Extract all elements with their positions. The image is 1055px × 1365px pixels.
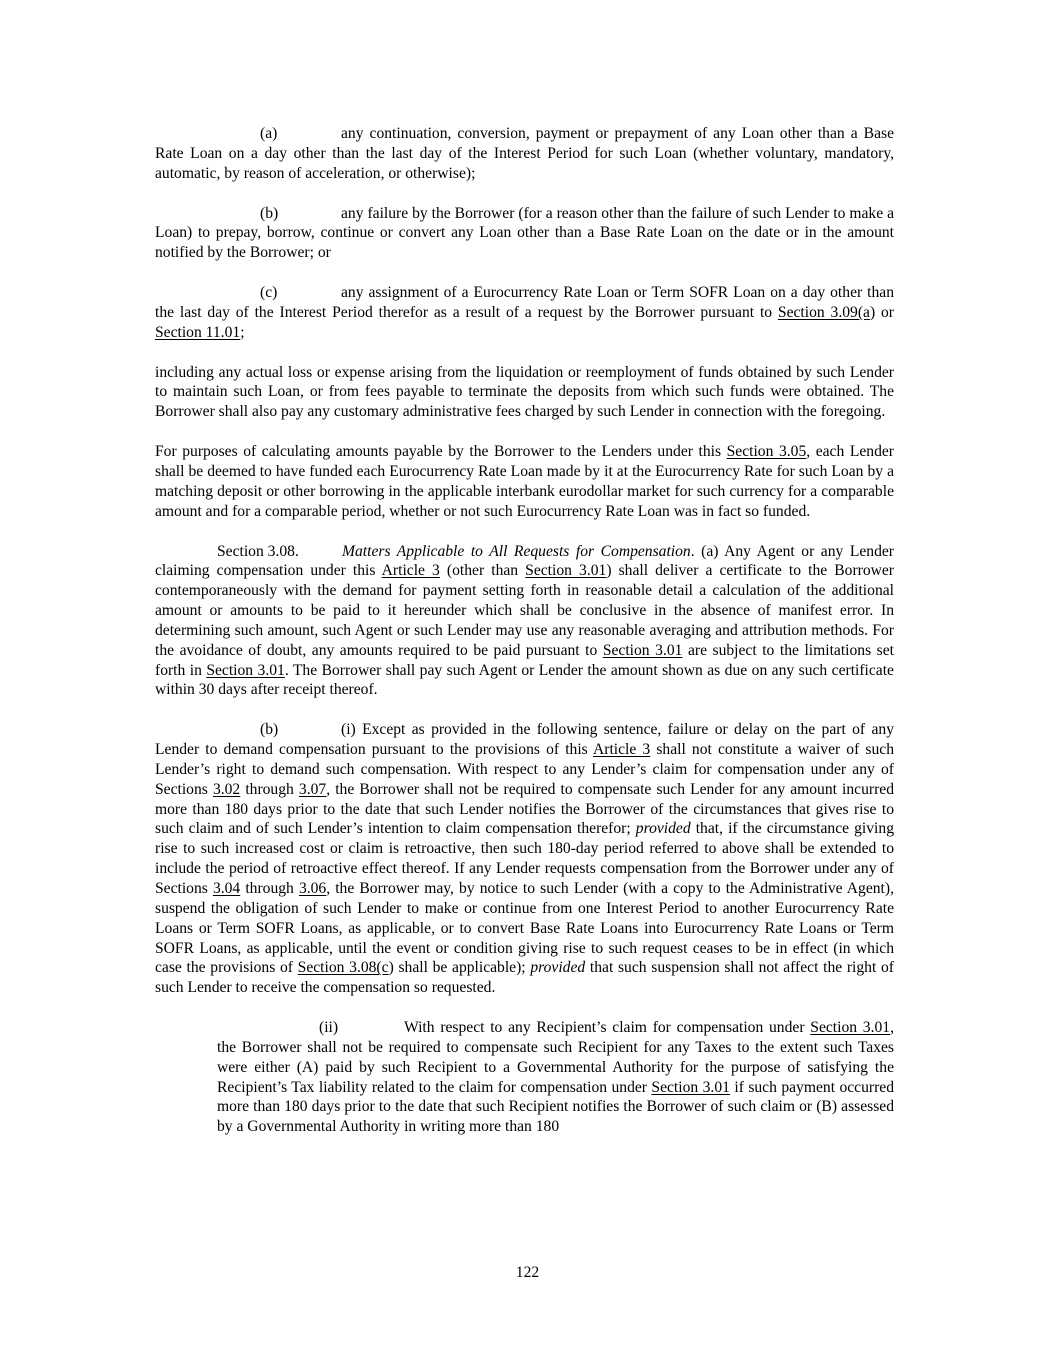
section-number: Section 3.08.: [217, 542, 299, 560]
clause-c-text: any assignment of a Eurocurrency Rate Loan or Term SOFR Loan on a day other than the last day of the Interest Period therefor as a result of a request by the Borrower pursuant to: [155, 284, 894, 321]
clause-b-label: (b): [260, 204, 279, 222]
section-ref-link[interactable]: 3.07: [298, 780, 327, 798]
text-run: shall not constitute a waiver of such Lender’s right to demand such compensation. With respect to any Lender’s claim for compensation under any of Sections: [155, 741, 894, 798]
text-run: With respect to any Recipient’s claim for compensation under: [404, 1019, 811, 1037]
clause-ii-label: (ii): [319, 1019, 339, 1037]
clause-b-text: any failure by the Borrower (for a reason other than the failure of such Lender to make a Loan) to prepay, borrow, continue or convert any Loan other than a Base Rate Loan on the date or in the amount notified by the Borrower; or: [155, 204, 894, 262]
section-ref-link[interactable]: 3.04: [212, 880, 241, 897]
section-ref-link[interactable]: Section 3.01: [810, 1019, 891, 1037]
text-run: through: [240, 780, 299, 798]
including-paragraph: including any actual loss or expense arising from the liquidation or reemployment of funds obtained by such Lender to maintain such Loan, or from fees payable to terminate the deposits from which such funds were obtained. The Borrower shall also pay any customary administrative fees charged by such Lender in connection with the foregoing.: [155, 363, 894, 421]
clause-c: [155, 283, 894, 343]
clause-a: [155, 124, 894, 184]
section-ref-link[interactable]: Section 3.01: [206, 661, 285, 679]
page-number: 122: [515, 1264, 540, 1281]
text-run: , the Borrower may, by notice to such Lender (with a copy to the Administrative Agent), suspend the obligation of such Lender to make or continue from one Interest Period to another Eurocurrency Rate Loans or Term SOFR Loans, as applicable, or to convert Base Rate Loans into Eurocurrency Rate Loans or Term SOFR Loans, as applicable, until the event or condition giving rise to such request ceases to be in effect (in which case the provisions of: [155, 880, 894, 977]
section-ref-link[interactable]: 3.02: [212, 780, 241, 798]
text-run: through: [240, 880, 299, 897]
text-run: ;: [240, 323, 245, 341]
purposes-paragraph: [155, 442, 894, 521]
provided-term: provided: [530, 959, 586, 977]
section-ref-link[interactable]: Section 11.01: [155, 323, 241, 341]
section-ref-link[interactable]: Section 3.01: [651, 1078, 730, 1096]
text-run: , the Borrower shall not be required to compensate such Lender for any amount incurred more than 180 days prior to the date that such Lender notifies the Borrower of the circumstances that gives rise to such claim and of such Lender’s intention to claim compensation therefor;: [155, 780, 895, 838]
section-ref-link[interactable]: Section 3.01: [602, 641, 683, 659]
text-run: (other than: [439, 562, 526, 580]
section-3-08: [155, 542, 894, 701]
text-run: if such payment occurred more than 180 days prior to the date that such Recipient notifies the Borrower of such claim or (B) assessed by a Governmental Authority in writing more than 180: [217, 1078, 895, 1136]
clause-b: [155, 204, 894, 264]
section-ref-link[interactable]: 3.06: [298, 880, 327, 897]
clause-a-text: any continuation, conversion, payment or prepayment of any Loan other than a Base Rate Loan on a day other than the last day of the Interest Period for such Loan (whether voluntary, mandatory, automatic, by reason of acceleration, or otherwise);: [155, 125, 894, 182]
section-ref-link[interactable]: Section 3.09(a: [777, 303, 870, 321]
section-ref-link[interactable]: Section 3.01: [525, 562, 607, 580]
text-run: ) or: [869, 303, 894, 321]
clause-ii: [217, 1018, 894, 1137]
section-ref-link[interactable]: Section 3.05: [726, 443, 807, 461]
text-run: , each Lender shall be deemed to have funded each Eurocurrency Rate Loan made by it at the Eurocurrency Rate for such Loan by a matching deposit or other borrowing in the applicable interbank eurodollar market for such currency for a comparable amount and for a comparable period, whether or not such Eurocurrency Rate Loan was in fact so funded.: [155, 443, 894, 520]
text-run: that, if the circumstance giving rise to such increased cost or claim is retroactive, then such 180-day period referred to above shall be extended to include the period of retroactive effect thereof. If any Lender requests compensation from the Borrower under any of Sections: [155, 820, 894, 897]
clause-a-label: (a): [260, 125, 278, 142]
text-run: are subject to the limitations set forth in: [155, 641, 894, 679]
text-run: For purposes of calculating amounts payable by the Borrower to the Lenders under this: [155, 443, 727, 461]
text-run: . The Borrower shall pay such Agent or Lender the amount shown as due on any such certificate within 30 days after receipt thereof.: [155, 661, 894, 699]
page-body: [155, 124, 894, 1157]
text-run: (i) Except as provided in the following sentence, failure or delay on the part of any Lender to demand compensation pursuant to the provisions of this: [155, 721, 894, 759]
text-run: . (a) Any Agent or any Lender claiming compensation under this: [155, 542, 894, 580]
section-ref-link[interactable]: Section 3.08(c: [297, 959, 389, 977]
clause-c-label: (c): [260, 284, 278, 302]
clause-b-ii-block: [155, 720, 894, 998]
section-title: Matters Applicable to All Requests for Compensation: [342, 542, 691, 560]
text-run: , the Borrower shall not be required to compensate such Recipient for any Taxes to the extent such Taxes were either (A) paid by such Recipient to a Governmental Authority for the purpose of satisfying the Recipient’s Tax liability related to the claim for compensation under: [217, 1019, 894, 1096]
article-ref-link[interactable]: Article 3: [593, 741, 651, 759]
section-ref-link[interactable]: Article 3: [381, 562, 440, 580]
text-run: ) shall be applicable);: [388, 959, 531, 977]
text-run: that such suspension shall not affect the right of such Lender to receive the compensation so requested.: [155, 959, 895, 997]
provided-term: provided: [635, 820, 691, 838]
text-run: ) shall deliver a certificate to the Borrower contemporaneously with the demand for payment setting forth in reasonable detail a calculation of the additional amount or amounts to be paid to it hereunder which shall be conclusive in the absence of manifest error. In determining such amount, such Agent or such Lender may use any reasonable averaging and attribution methods. For the avoidance of doubt, any amounts required to be paid pursuant to: [155, 562, 894, 659]
clause-b2-label: (b): [260, 721, 279, 739]
